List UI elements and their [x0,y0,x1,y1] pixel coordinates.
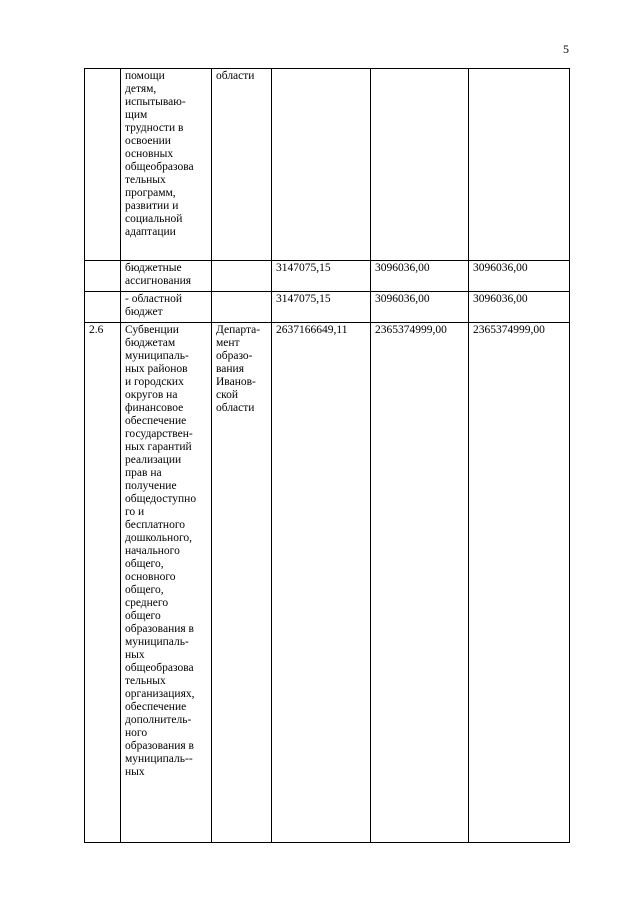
value-2021-cell [469,69,570,261]
budget-table [84,68,570,843]
value-2019-cell [272,69,371,261]
table-row [85,292,570,323]
value-2021-cell: 3096036,00 [469,292,570,323]
measure-name-cell: бюджетные ассигнования [121,261,212,292]
executor-cell [212,261,272,292]
value-2020-cell: 3096036,00 [371,261,469,292]
table-row [85,261,570,292]
executor-cell [212,292,272,323]
executor-cell: области [212,69,272,261]
value-2021-cell: 2365374999,00 [469,323,570,843]
executor-cell: Департа- мент образо- вания Иванов- ской области [212,323,272,843]
page-number: 5 [563,42,569,56]
row-number-cell: 2.6 [85,323,121,843]
measure-name-cell: помощи детям, испытываю- щим трудности в освоении основных общеобразова тельных программ, развитии и социальной адаптации [121,69,212,261]
row-number-cell [85,292,121,323]
value-2020-cell [371,69,469,261]
value-2019-cell: 3147075,15 [272,261,371,292]
value-2019-cell: 3147075,15 [272,292,371,323]
value-2020-cell: 3096036,00 [371,292,469,323]
value-2020-cell: 2365374999,00 [371,323,469,843]
row-number-cell [85,261,121,292]
measure-name-cell: Субвенции бюджетам муниципаль- ных районов и городских округов на финансовое обеспечение государствен- ных гарантий реализации прав на получение общедоступно го и бесплатного дошкольного, начального общего, основного общего, среднего общего образования в муниципаль- ных общеобразова тельных организациях, обеспечение дополнитель- ного образования в муниципаль-- ных [121,323,212,843]
value-2019-cell: 2637166649,11 [272,323,371,843]
row-number-cell [85,69,121,261]
table-row [85,323,570,843]
value-2021-cell: 3096036,00 [469,261,570,292]
table-row [85,69,570,261]
measure-name-cell: - областной бюджет [121,292,212,323]
